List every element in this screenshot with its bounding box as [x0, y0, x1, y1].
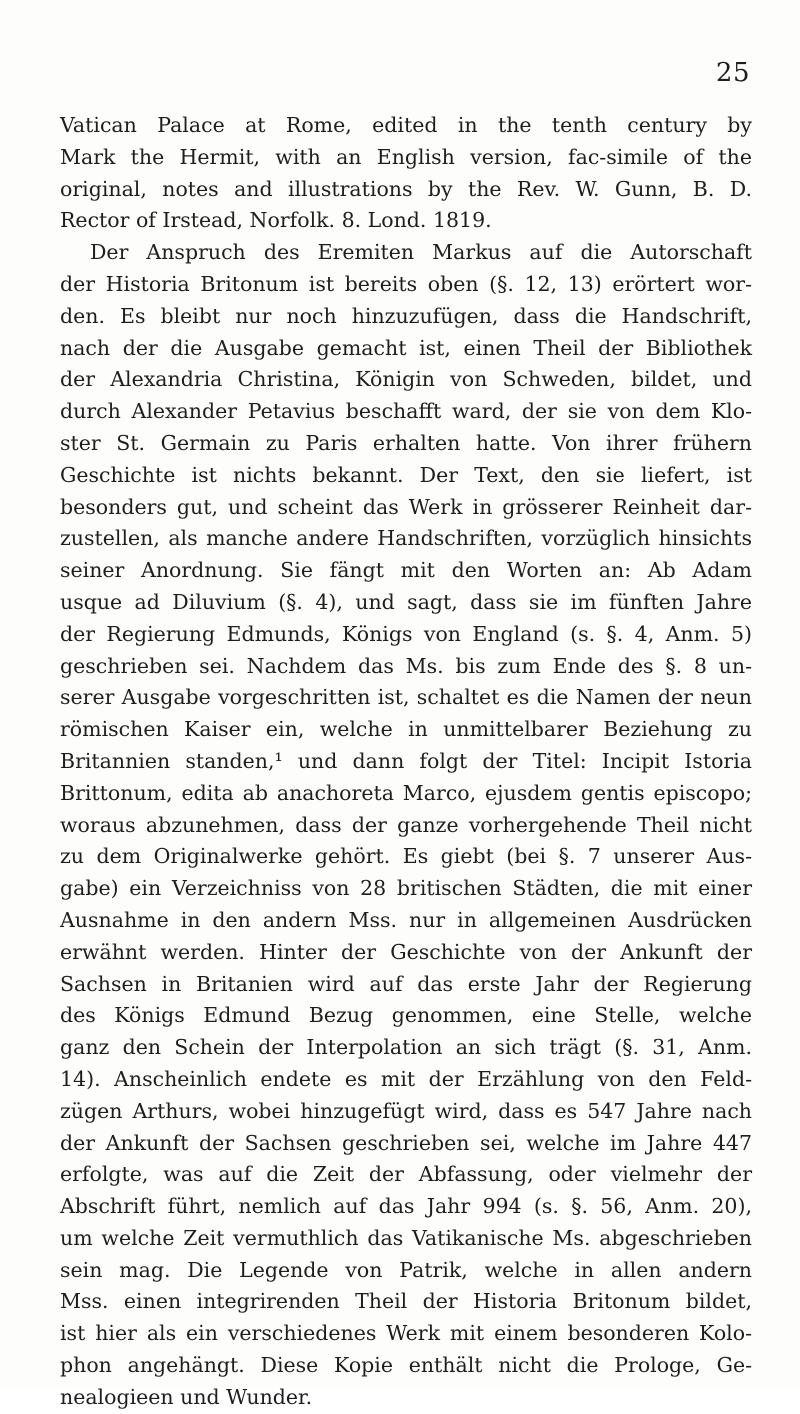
page-number: 25 — [715, 58, 750, 88]
text-line: Sachsen in Britanien wird auf das erste Jahr der Regierung — [60, 971, 752, 996]
text-line: zu dem Originalwerke gehört. Es giebt (bei §. 7 unserer Aus- — [60, 844, 752, 869]
text-line: römischen Kaiser ein, welche in unmittelbarer Beziehung zu — [60, 717, 752, 742]
text-line: um welche Zeit vermuthlich das Vatikanische Ms. abgeschrieben — [60, 1225, 752, 1250]
text-line: nealogieen und Wunder. — [60, 1384, 313, 1409]
text-line: den. Es bleibt nur noch hinzuzufügen, dass die Handschrift, — [60, 303, 752, 328]
text-line: sein mag. Die Legende von Patrik, welche in allen andern — [60, 1257, 752, 1282]
text-line: woraus abzunehmen, dass der ganze vorhergehende Theil nicht — [60, 812, 752, 837]
text-line: Mark the Hermit, with an English version, fac-simile of the — [60, 144, 752, 169]
text-line: Abschrift führt, nemlich auf das Jahr 994 (s. §. 56, Anm. 20), — [60, 1194, 752, 1219]
text-line: Britannien standen,¹ und dann folgt der Titel: Incipit Istoria — [60, 748, 752, 773]
text-line: Vatican Palace at Rome, edited in the tenth century by — [60, 113, 752, 137]
text-line: der Ankunft der Sachsen geschrieben sei, welche im Jahre 447 — [60, 1130, 752, 1155]
text-line: phon angehängt. Diese Kopie enthält nicht die Prologe, Ge- — [60, 1353, 752, 1378]
text-line: seiner Anordnung. Sie fängt mit den Worten an: Ab Adam — [60, 558, 752, 583]
text-line: gabe) ein Verzeichniss von 28 britischen Städten, die mit einer — [60, 876, 752, 901]
text-line: Brittonum, edita ab anachoreta Marco, ejusdem gentis episcopo; — [60, 780, 752, 805]
text-line: zustellen, als manche andere Handschriften, vorzüglich hinsichts — [60, 526, 752, 551]
text-line: ganz den Schein der Interpolation an sich trägt (§. 31, Anm. — [60, 1035, 752, 1060]
text-line: usque ad Diluvium (§. 4), und sagt, dass sie im fünften Jahre — [60, 589, 752, 614]
text-line: Mss. einen integrirenden Theil der Historia Britonum bildet, — [60, 1289, 752, 1314]
text-line: 14). Anscheinlich endete es mit der Erzählung von den Feld- — [60, 1066, 752, 1091]
text-line: der Historia Britonum ist bereits oben (§. 12, 13) erörtert wor- — [60, 271, 752, 296]
text-line: serer Ausgabe vorgeschritten ist, schaltet es die Namen der neun — [60, 685, 752, 710]
paragraph-start-line: Der Anspruch des Eremiten Markus auf die Autorschaft — [90, 240, 752, 265]
text-line: zügen Arthurs, wobei hinzugefügt wird, dass es 547 Jahre nach — [60, 1098, 752, 1123]
text-line: Geschichte ist nichts bekannt. Der Text, den sie liefert, ist — [60, 462, 752, 487]
text-line: Rector of Irstead, Norfolk. 8. Lond. 1819. — [60, 208, 492, 233]
text-line: ster St. Germain zu Paris erhalten hatte. Von ihrer frühern — [60, 430, 752, 455]
text-line: ist hier als ein verschiedenes Werk mit einem besonderen Kolo- — [60, 1321, 752, 1346]
text-line: nach der die Ausgabe gemacht ist, einen Theil der Bibliothek — [60, 335, 752, 360]
text-line: der Regierung Edmunds, Königs von England (s. §. 4, Anm. 5) — [60, 621, 752, 646]
text-line: durch Alexander Petavius beschafft ward, der sie von dem Klo- — [60, 399, 752, 424]
text-line: besonders gut, und scheint das Werk in grösserer Reinheit dar- — [60, 494, 752, 519]
text-line: Ausnahme in den andern Mss. nur in allgemeinen Ausdrücken — [60, 907, 752, 932]
text-line: geschrieben sei. Nachdem das Ms. bis zum Ende des §. 8 un- — [60, 653, 752, 678]
text-line: erwähnt werden. Hinter der Geschichte von der Ankunft der — [60, 939, 752, 964]
text-line: original, notes and illustrations by the Rev. W. Gunn, B. D. — [60, 176, 752, 201]
text-line: des Königs Edmund Bezug genommen, eine Stelle, welche — [60, 1003, 752, 1028]
text-line: der Alexandria Christina, Königin von Schweden, bildet, und — [60, 367, 752, 392]
text-line: erfolgte, was auf die Zeit der Abfassung, oder vielmehr der — [60, 1162, 752, 1187]
body-text — [60, 110, 752, 1414]
